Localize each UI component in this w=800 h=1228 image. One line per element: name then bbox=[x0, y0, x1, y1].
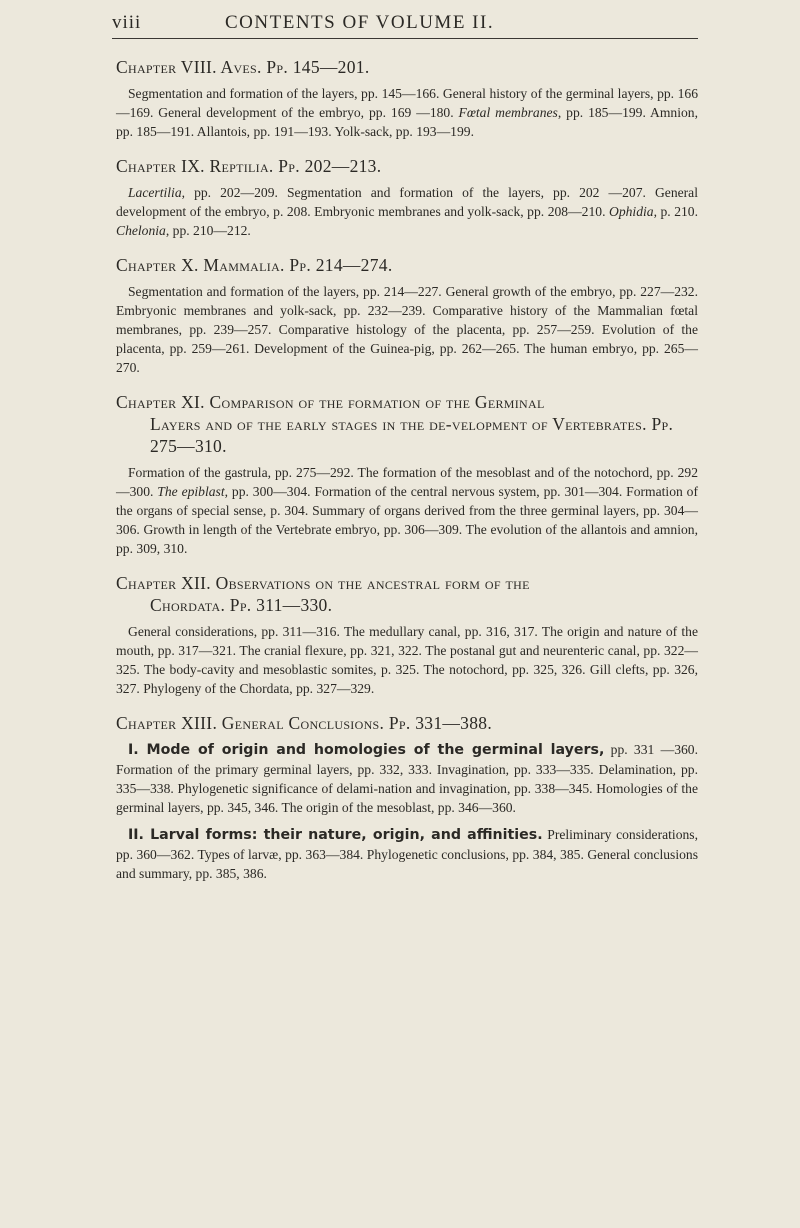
running-head: CONTENTS OF VOLUME II. bbox=[225, 12, 495, 33]
chapter-heading-text: Chapter IX. Reptilia. Pp. 202—213. bbox=[116, 156, 382, 176]
section-text: pp. 331 —360. Formation of the primary germinal layers, pp. 332, 333. Invagination, pp. 333—335. Delamination, pp. 335—338. Phylogenetic significance of delami-nation and invagination, pp. 338—345. Homologies of the germinal layers, pp. 345, 346. The origin of the mesoblast, pp. 346—360. bbox=[116, 742, 698, 815]
section-text: Preliminary considerations, pp. 360—362. Types of larvæ, pp. 363—384. Phylogenetic conclusions, pp. 384, 385. General conclusions and summary, pp. 385, 386. bbox=[116, 827, 698, 881]
chapter-heading bbox=[116, 391, 698, 457]
italic-term: The epiblast bbox=[157, 484, 225, 499]
summary-text: Segmentation and formation of the layers, pp. 145—166. General history of the germinal layers, pp. 166—169. General development of the embryo, pp. 169 —180. bbox=[116, 86, 698, 120]
italic-term: Fœtal membranes bbox=[458, 105, 558, 120]
conclusion-section bbox=[116, 740, 698, 817]
summary-text: Formation of the gastrula, pp. 275—292. The formation of the mesoblast and of the notochord, pp. 292—300. bbox=[116, 465, 698, 499]
summary-text: Segmentation and formation of the layers, pp. 214—227. General growth of the embryo, pp. 227—232. Embryonic membranes and yolk-sack, pp. 232—239. Comparative history of the Mammalian fœtal membranes, pp. 239—257. Comparative histology of the placenta, pp. 257—259. Evolution of the placenta, pp. 259—261. Development of the Guinea-pig, pp. 262—265. The human embryo, pp. 265—270. bbox=[116, 284, 698, 375]
italic-term: Chelonia bbox=[116, 223, 166, 238]
chapter-summary bbox=[116, 183, 698, 240]
summary-text: , pp. 185—199. Amnion, pp. 185—191. Allantois, pp. 191—193. Yolk-sack, pp. 193—199. bbox=[116, 105, 698, 139]
chapter-heading bbox=[116, 56, 698, 78]
chapter-summary bbox=[116, 282, 698, 377]
chapter-heading-text: Chapter XI. Comparison of the formation of the Germinal bbox=[116, 392, 545, 412]
chapter-summary bbox=[116, 463, 698, 558]
chapter-heading-text: Chapter X. Mammalia. Pp. 214—274. bbox=[116, 255, 393, 275]
chapter-entry bbox=[116, 572, 698, 698]
chapter-heading bbox=[116, 254, 698, 276]
page-header bbox=[0, 0, 800, 40]
chapter-heading-continuation: Layers and of the early stages in the de-velopment of Vertebrates. Pp. 275—310. bbox=[150, 414, 674, 456]
chapter-heading-text: Chapter XII. Observations on the ancestral form of the bbox=[116, 573, 530, 593]
chapter-heading bbox=[116, 572, 698, 616]
chapter-entry bbox=[116, 56, 698, 141]
conclusion-section bbox=[116, 825, 698, 883]
italic-term: Lacertilia bbox=[128, 185, 182, 200]
chapter-heading-text: Chapter XIII. General Conclusions. Pp. 331—388. bbox=[116, 713, 492, 733]
chapter-summary bbox=[116, 622, 698, 698]
section-title: II. Larval forms: their nature, origin, and affinities. bbox=[128, 827, 543, 843]
chapter-entry bbox=[116, 391, 698, 558]
italic-term: Ophidia bbox=[609, 204, 654, 219]
chapter-heading bbox=[116, 712, 698, 734]
page-number: viii bbox=[112, 12, 142, 33]
summary-text: , pp. 210—212. bbox=[165, 223, 251, 238]
summary-text: , p. 210. bbox=[653, 204, 698, 219]
summary-text: , pp. 300—304. Formation of the central nervous system, pp. 301—304. Formation of the organs of special sense, p. 304. Summary of organs derived from the three germinal layers, pp. 304—306. Growth in length of the Vertebrate embryo, pp. 306—309. The evolution of the allantois and amnion, pp. 309, 310. bbox=[116, 484, 699, 556]
chapter-heading bbox=[116, 155, 698, 177]
section-title: I. Mode of origin and homologies of the germinal layers, bbox=[128, 742, 605, 758]
chapter-entry bbox=[116, 155, 698, 240]
chapter-heading-text: Chapter VIII. Aves. Pp. 145—201. bbox=[116, 57, 370, 77]
chapter-entry bbox=[116, 712, 698, 883]
chapter-heading-continuation: Chordata. Pp. 311—330. bbox=[150, 595, 333, 615]
header-rule bbox=[112, 38, 698, 39]
chapter-summary bbox=[116, 84, 698, 141]
chapter-entry bbox=[116, 254, 698, 377]
contents-list bbox=[116, 56, 698, 897]
summary-text: , pp. 202—209. Segmentation and formation of the layers, pp. 202 —207. General development of the embryo, p. 208. Embryonic membranes and yolk-sack, pp. 208—210. bbox=[116, 185, 698, 219]
summary-text: General considerations, pp. 311—316. The medullary canal, pp. 316, 317. The origin and nature of the mouth, pp. 317—321. The cranial flexure, pp. 321, 322. The postanal gut and neurenteric canal, pp. 322—325. The body-cavity and mesoblastic somites, p. 325. The notochord, pp. 325, 326. Gill clefts, pp. 326, 327. Phylogeny of the Chordata, pp. 327—329. bbox=[116, 624, 698, 696]
